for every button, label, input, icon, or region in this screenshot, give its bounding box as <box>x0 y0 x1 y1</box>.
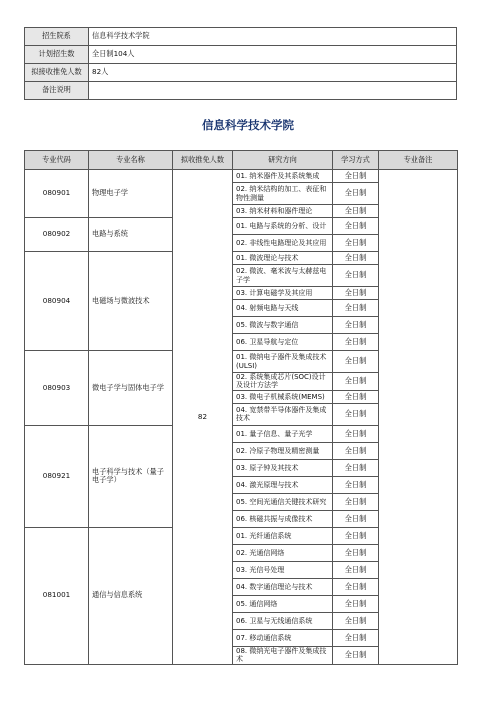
info-value: 信息科学技术学院 <box>89 28 457 46</box>
direction-cell: 02. 光通信网络 <box>233 544 333 561</box>
major-name: 电路与系统 <box>89 218 173 252</box>
major-code: 080901 <box>25 170 89 218</box>
page-title: 信息科学技术学院 <box>202 118 294 132</box>
direction-cell: 01. 纳米器件及其系统集成 <box>233 170 333 183</box>
mode-cell: 全日制 <box>333 425 379 442</box>
direction-cell: 01. 光纤通信系统 <box>233 527 333 544</box>
table-row <box>25 170 458 183</box>
direction-cell: 02. 冷原子物理及精密测量 <box>233 442 333 459</box>
mode-cell: 全日制 <box>333 252 379 265</box>
direction-cell: 03. 计算电磁学及其应用 <box>233 287 333 300</box>
major-name: 电磁场与微波技术 <box>89 252 173 351</box>
mode-cell: 全日制 <box>333 403 379 425</box>
info-row <box>25 46 457 64</box>
direction-cell: 04. 宽禁带半导体器件及集成技术 <box>233 403 333 425</box>
mode-cell: 全日制 <box>333 459 379 476</box>
mode-cell: 全日制 <box>333 612 379 629</box>
mode-cell: 全日制 <box>333 510 379 527</box>
info-body <box>25 28 457 100</box>
mode-cell: 全日制 <box>333 205 379 218</box>
info-value: 全日制104人 <box>89 46 457 64</box>
direction-cell: 07. 移动通信系统 <box>233 629 333 646</box>
direction-cell: 06. 卫星导航与定位 <box>233 334 333 351</box>
direction-cell: 01. 量子信息、量子光学 <box>233 425 333 442</box>
majors-table-body <box>25 170 458 665</box>
info-row <box>25 28 457 46</box>
major-name: 物理电子学 <box>89 170 173 218</box>
direction-cell: 03. 纳米材料和器件理论 <box>233 205 333 218</box>
major-name: 微电子学与固体电子学 <box>89 351 173 426</box>
direction-cell: 01. 电路与系统的分析、设计 <box>233 218 333 235</box>
mode-cell: 全日制 <box>333 544 379 561</box>
mode-cell: 全日制 <box>333 442 379 459</box>
info-value <box>89 82 457 100</box>
header-remark: 专业备注 <box>379 151 458 170</box>
major-name: 电子科学与技术（量子电子学） <box>89 425 173 527</box>
major-name: 通信与信息系统 <box>89 527 173 664</box>
direction-cell: 06. 卫星与无线通信系统 <box>233 612 333 629</box>
info-label: 备注说明 <box>25 82 89 100</box>
mode-cell: 全日制 <box>333 595 379 612</box>
mode-cell: 全日制 <box>333 218 379 235</box>
direction-cell: 02. 微波、毫米波与太赫兹电子学 <box>233 265 333 287</box>
mode-cell: 全日制 <box>333 317 379 334</box>
mode-cell: 全日制 <box>333 476 379 493</box>
direction-cell: 04. 激光原理与技术 <box>233 476 333 493</box>
info-label: 招生院系 <box>25 28 89 46</box>
major-code: 080902 <box>25 218 89 252</box>
major-code: 081001 <box>25 527 89 664</box>
major-code: 080904 <box>25 252 89 351</box>
direction-cell: 05. 空间光通信关键技术研究 <box>233 493 333 510</box>
header-code: 专业代码 <box>25 151 89 170</box>
direction-cell: 05. 微波与数字通信 <box>233 317 333 334</box>
header-mode: 学习方式 <box>333 151 379 170</box>
mode-cell: 全日制 <box>333 493 379 510</box>
mode-cell: 全日制 <box>333 235 379 252</box>
info-row <box>25 82 457 100</box>
info-label: 拟接收推免人数 <box>25 64 89 82</box>
header-quota: 拟收推免人数 <box>173 151 233 170</box>
direction-cell: 05. 通信网络 <box>233 595 333 612</box>
major-code: 080903 <box>25 351 89 426</box>
mode-cell: 全日制 <box>333 183 379 205</box>
header-direction: 研究方向 <box>233 151 333 170</box>
header-row <box>25 151 458 170</box>
mode-cell: 全日制 <box>333 527 379 544</box>
mode-cell: 全日制 <box>333 578 379 595</box>
mode-cell: 全日制 <box>333 373 379 391</box>
direction-cell: 08. 微纳光电子器件及集成技术 <box>233 646 333 664</box>
info-label: 计划招生数 <box>25 46 89 64</box>
mode-cell: 全日制 <box>333 646 379 664</box>
remark-cell <box>379 170 458 665</box>
mode-cell: 全日制 <box>333 629 379 646</box>
direction-cell: 03. 光信号处理 <box>233 561 333 578</box>
mode-cell: 全日制 <box>333 351 379 373</box>
mode-cell: 全日制 <box>333 334 379 351</box>
direction-cell: 03. 微电子机械系统(MEMS) <box>233 390 333 403</box>
quota-cell: 82 <box>173 170 233 665</box>
mode-cell: 全日制 <box>333 265 379 287</box>
direction-cell: 03. 原子钟及其技术 <box>233 459 333 476</box>
direction-cell: 06. 核磁共振与成像技术 <box>233 510 333 527</box>
major-code: 080921 <box>25 425 89 527</box>
majors-table <box>24 150 458 665</box>
direction-cell: 01. 微波理论与技术 <box>233 252 333 265</box>
header-name: 专业名称 <box>89 151 173 170</box>
direction-cell: 02. 非线性电路理论及其应用 <box>233 235 333 252</box>
mode-cell: 全日制 <box>333 390 379 403</box>
majors-table-header <box>25 151 458 170</box>
info-row <box>25 64 457 82</box>
direction-cell: 02. 系统集成芯片(SOC)设计及设计方法学 <box>233 373 333 391</box>
info-value: 82人 <box>89 64 457 82</box>
direction-cell: 01. 微纳电子器件及集成技术(ULSI) <box>233 351 333 373</box>
direction-cell: 04. 射频电路与天线 <box>233 300 333 317</box>
mode-cell: 全日制 <box>333 300 379 317</box>
direction-cell: 02. 纳米结构的加工、表征和物性测量 <box>233 183 333 205</box>
direction-cell: 04. 数字通信理论与技术 <box>233 578 333 595</box>
mode-cell: 全日制 <box>333 287 379 300</box>
mode-cell: 全日制 <box>333 561 379 578</box>
mode-cell: 全日制 <box>333 170 379 183</box>
info-table <box>24 27 457 100</box>
